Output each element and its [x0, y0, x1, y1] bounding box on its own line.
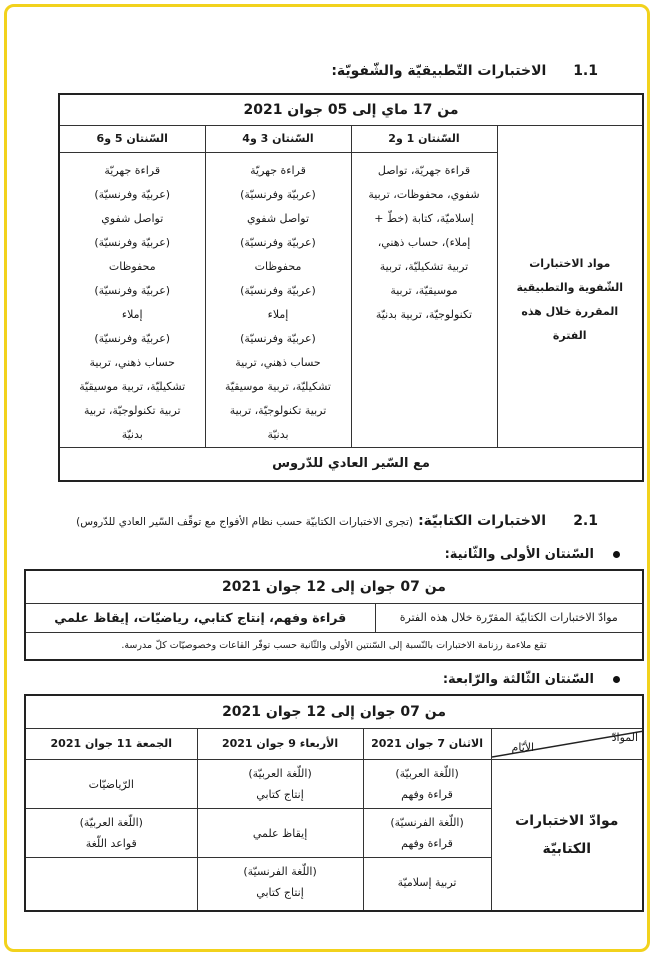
- subject-line: تربية تكنولوجيّة، تربية: [83, 404, 181, 417]
- sub1-heading: [445, 543, 620, 562]
- subject-line: تواصل شفوي: [101, 212, 164, 225]
- cell-r3-fri: [25, 858, 197, 912]
- subject-line: (اللّغة العربيّة): [79, 816, 143, 829]
- day-header-friday: الجمعة 11 جوان 2021: [25, 729, 197, 760]
- corner-subjects: الموادّ: [611, 731, 639, 744]
- oral-period: من 17 ماي إلى 05 جوان 2021: [59, 94, 643, 126]
- day-header-monday: الاثنان 7 جوان 2021: [363, 729, 491, 760]
- sub2-period: من 07 جوان إلى 12 جوان 2021: [25, 695, 643, 729]
- subject-line: شفوي، محفوظات، تربية: [368, 188, 480, 201]
- col-header-years-5-6: السّنتان 5 و6: [59, 126, 205, 153]
- corner-days: الأيّام: [511, 741, 535, 754]
- oral-subjects-years-3-4: [206, 153, 351, 447]
- subject-r2-mon: [364, 809, 491, 854]
- sub1-label: موادّ الاختبارات الكتابيّة المقرّرة خلال هذه الفترة: [375, 604, 643, 633]
- subject-line: تربية إسلاميّة: [397, 876, 457, 889]
- subject-line: قراءة وفهم: [401, 788, 453, 801]
- oral-exams-table: [58, 93, 644, 482]
- subject-r1-mon: [364, 760, 491, 805]
- col-header-years-3-4: السّنتان 3 و4: [205, 126, 351, 153]
- row-label-cell: [497, 153, 643, 448]
- subject-line: (عربيّة وفرنسيّة): [240, 284, 316, 297]
- sub1-value: قراءة وفهم، إنتاج كتابي، رياضيّات، إيقاظ علمي: [25, 604, 375, 633]
- subject-line: قراءة جهريّة، تواصل: [377, 164, 471, 177]
- subject-line: حساب ذهني، تربية: [235, 356, 321, 369]
- subject-line: تشكيليّة، تربية موسيقيّة: [225, 380, 331, 393]
- sub2-title: السّنتان الثّالثة والرّابعة:: [442, 672, 594, 687]
- subject-line: تشكيليّة، تربية موسيقيّة: [79, 380, 186, 393]
- corner-cell: [491, 729, 643, 760]
- subject-line: تربية تكنولوجيّة، تربية: [229, 404, 327, 417]
- subject-line: موسيقيّة، تربية: [390, 284, 458, 297]
- oral-subjects-years-5-6: [60, 153, 205, 447]
- subject-line: حساب ذهني، تربية: [89, 356, 175, 369]
- subject-line: إيقاظ علمي: [252, 827, 308, 840]
- cell-r3-mon: [363, 858, 491, 912]
- subject-line: (اللّغة العربيّة): [395, 767, 459, 780]
- subject-r2-fri: [26, 809, 197, 854]
- cell-r3-wed: [197, 858, 363, 912]
- subject-r3-mon: [364, 858, 491, 893]
- subject-line: (عربيّة وفرنسيّة): [240, 236, 316, 249]
- years-3-4-written-table: [24, 694, 644, 912]
- subject-line: (عربيّة وفرنسيّة): [94, 188, 171, 201]
- subject-line: إملاء: [121, 308, 143, 321]
- oral-subjects-years-1-2: [352, 153, 497, 327]
- sub2-heading: [443, 668, 620, 687]
- subject-line: بدنيّة: [121, 428, 143, 441]
- section-2-title: الاختبارات الكتابيّة:: [418, 513, 547, 529]
- subject-line: (اللّغة الفرنسيّة): [243, 865, 317, 878]
- cell-r2-fri: [25, 809, 197, 858]
- section-1-heading: [331, 63, 598, 79]
- subject-line: محفوظات: [254, 260, 302, 273]
- written-row-label: موادّ الاختبارات الكتابيّة: [515, 813, 619, 857]
- bullet-icon: [613, 551, 620, 558]
- years-1-2-written-table: [24, 569, 644, 661]
- cell-years-3-4: [205, 153, 351, 448]
- day-header-wednesday: الأربعاء 9 جوان 2021: [197, 729, 363, 760]
- subject-line: (عربيّة وفرنسيّة): [94, 236, 171, 249]
- subject-line: تربية تشكيليّة، تربية: [379, 260, 469, 273]
- cell-r1-mon: [363, 760, 491, 809]
- subject-line: تكنولوجيّة، تربية بدنيّة: [375, 308, 473, 321]
- subject-line: قواعد اللّغة: [85, 837, 137, 850]
- subject-line: بدنيّة: [267, 428, 289, 441]
- bullet-icon: [613, 676, 620, 683]
- section-2-number: 2.1: [573, 513, 598, 529]
- subject-line: (عربيّة وفرنسيّة): [240, 188, 316, 201]
- subject-line: إسلاميّة، كتابة (خطّ +: [374, 212, 474, 225]
- sub1-period: من 07 جوان إلى 12 جوان 2021: [25, 570, 643, 604]
- subject-line: (اللّغة العربيّة): [248, 767, 312, 780]
- subject-line: قراءة جهريّة: [104, 164, 161, 177]
- section-2-heading: [76, 510, 598, 529]
- subject-line: محفوظات: [108, 260, 156, 273]
- section-1-number: 1.1: [573, 63, 598, 79]
- subject-line: إنتاج كتابي: [256, 886, 304, 899]
- subject-line: إملاء: [267, 308, 289, 321]
- oral-row-label: مواد الاختبارات الشّفوية والتطبيقية المقررة خلال هذه الفترة: [516, 256, 624, 342]
- subject-line: الرّياضيّات: [88, 778, 134, 791]
- subject-line: (عربيّة وفرنسيّة): [240, 332, 316, 345]
- written-row-label-cell: [491, 760, 643, 912]
- subject-line: إملاء)، حساب ذهني،: [377, 236, 471, 249]
- cell-r1-wed: [197, 760, 363, 809]
- subject-line: قراءة وفهم: [401, 837, 453, 850]
- subject-r1-wed: [198, 760, 363, 805]
- subject-r2-wed: [198, 809, 363, 844]
- subject-r3-wed: [198, 858, 363, 903]
- subject-line: قراءة جهريّة: [250, 164, 306, 177]
- cell-r1-fri: [25, 760, 197, 809]
- col-header-years-1-2: السّنتان 1 و2: [351, 126, 497, 153]
- cell-r2-mon: [363, 809, 491, 858]
- subject-line: تواصل شفوي: [246, 212, 310, 225]
- subject-r1-fri: [26, 760, 197, 795]
- sub1-note: تقع ملاءمة رزنامة الاختبارات بالنّسبة إلى السّنتين الأولى والثّانية حسب توفّر القاعات وخصوصيّات كلّ مدرسة.: [25, 633, 643, 661]
- cell-years-1-2: [351, 153, 497, 448]
- subject-line: (اللّغة الفرنسيّة): [390, 816, 464, 829]
- cell-years-5-6: [59, 153, 205, 448]
- subject-line: إنتاج كتابي: [256, 788, 304, 801]
- empty-header-cell: [497, 126, 643, 153]
- sub1-title: السّنتان الأولى والثّانية:: [444, 547, 594, 562]
- section-1-title: الاختبارات التّطبيقيّة والشّفويّة:: [331, 63, 547, 79]
- oral-footer: مع السّير العادي للدّروس: [59, 448, 643, 482]
- subject-line: (عربيّة وفرنسيّة): [94, 284, 171, 297]
- cell-r2-wed: [197, 809, 363, 858]
- section-2-note: (تجرى الاختبارات الكتابيّة حسب نظام الأفواج مع توقّف السّير العادي للدّروس): [76, 516, 413, 528]
- subject-line: (عربيّة وفرنسيّة): [94, 332, 171, 345]
